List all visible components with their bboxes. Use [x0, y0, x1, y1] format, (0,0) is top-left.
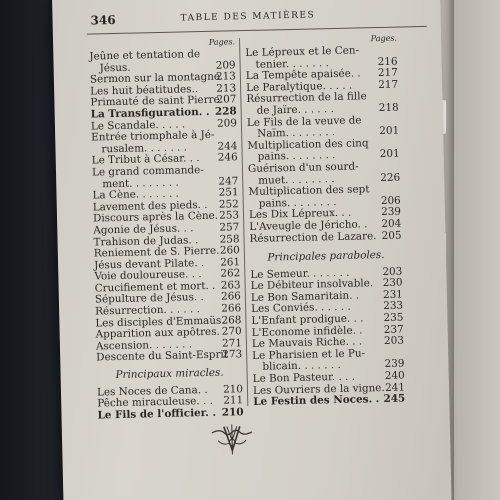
entry-title: Les disciples d'Emmaüs.	[95, 314, 225, 330]
section-heading: Principaux miracles.	[115, 366, 224, 382]
entry-title: Ascension. . . . . . .	[95, 338, 193, 353]
entry-page-number: 216	[377, 55, 398, 68]
entry-title: Le Fils de l'officier. .	[97, 406, 217, 422]
entry-title: Reniement de S. Pierre.	[93, 244, 220, 260]
right-column	[245, 33, 405, 409]
entry-title-continued: tenier. . . . . . .	[255, 56, 329, 71]
entry-title: Le Lépreux et le Cen-	[245, 44, 360, 60]
entry-title: Résurrection de la fille	[246, 90, 367, 106]
entry-title: Trahison de Judas. .	[93, 233, 199, 249]
running-head	[90, 8, 420, 28]
entry-page-number: 209	[215, 58, 236, 72]
entry-page-number: 213	[215, 70, 237, 83]
entry-title: Le Mauvais Riche. . .	[251, 335, 363, 351]
toc-entry	[248, 160, 400, 187]
entry-title: Le Fils de la veuve de	[246, 113, 362, 129]
entry-page-number: 204	[381, 217, 402, 230]
facing-page-edge	[450, 0, 500, 500]
entry-page-number: 201	[379, 147, 400, 161]
entry-title: Sépulture de Jésus. .	[94, 291, 204, 306]
entry-page-number: 231	[382, 288, 403, 301]
entry-page-number: 266	[220, 290, 242, 304]
entry-page-number: 201	[379, 124, 400, 138]
entry-page-number: 268	[221, 313, 242, 327]
entry-page-number: 271	[221, 337, 243, 350]
toc-list	[245, 45, 401, 245]
entry-page-number: 207	[216, 93, 237, 107]
entry-page-number: 213	[216, 82, 237, 95]
entry-title: Multiplication des cinq	[247, 137, 369, 152]
entry-page-number: 218	[378, 101, 399, 114]
entry-page-number: 253	[219, 209, 240, 222]
toc-entry	[91, 129, 237, 155]
entry-title-continued: pains. . . . . . . .	[258, 195, 337, 210]
entry-title: Les Conviés. . . . . .	[251, 301, 351, 316]
entry-page-number: 262	[220, 267, 241, 280]
entry-title: L'Enfant prodigue. . .	[251, 312, 364, 328]
entry-title-continued: pains. . . . . . . .	[257, 149, 336, 164]
entry-page-number: 233	[383, 299, 404, 313]
entry-page-number: 266	[221, 302, 242, 315]
entry-page-number: 209	[216, 116, 238, 130]
entry-page-number: 252	[218, 197, 239, 211]
entry-page-number: 226	[380, 171, 401, 184]
entry-title: Apparition aux apôtres.	[95, 325, 220, 341]
entry-title: L'Aveugle de Jéricho. .	[249, 218, 368, 233]
toc-entry	[253, 394, 405, 409]
page-number: 346	[90, 12, 116, 28]
entry-title-continued: blicain. . . . . . .	[262, 359, 341, 374]
pages-label: Pages.	[370, 33, 398, 44]
left-column	[89, 36, 244, 422]
toc-entry	[247, 114, 399, 141]
book-page	[52, 0, 452, 500]
entry-page-number: 251	[218, 186, 239, 199]
entry-page-number: 203	[383, 334, 405, 348]
entry-title: La Tempête apaisée. .	[245, 67, 361, 83]
miracles-list	[97, 384, 244, 422]
entry-page-number: 257	[219, 221, 240, 234]
entry-title-continued: de Jaïre. . . . . .	[256, 103, 335, 117]
entry-title-continued: Jésus.	[99, 61, 131, 74]
entry-title: Résurrection de Lazare.	[249, 229, 377, 245]
entry-title: Sermon sur la montagne	[89, 70, 221, 86]
entry-title: Le Bon Samaritain. .	[250, 289, 360, 304]
entry-page-number: 273	[222, 348, 243, 362]
entry-page-number: 260	[219, 244, 240, 257]
entry-title: Voie douloureuse. . .	[94, 268, 202, 283]
entry-page-number: 230	[382, 276, 403, 290]
ornament-icon	[210, 422, 255, 457]
toc-entry	[245, 45, 397, 72]
toc-entry	[97, 407, 243, 422]
entry-page-number: 206	[380, 194, 401, 207]
entry-page-number: 245	[383, 392, 406, 406]
entry-title: Résurrection. . . . . .	[95, 303, 200, 318]
entry-page-number: 228	[214, 105, 237, 118]
entry-title: Descente du Saint-Esprit	[96, 348, 229, 364]
toc-list	[89, 48, 242, 364]
entry-page-number: 240	[384, 369, 405, 382]
entry-page-number: 263	[220, 279, 241, 292]
entry-title: Entrée triomphale à Jé-	[91, 128, 215, 144]
entry-page-number: 203	[382, 265, 403, 278]
entry-page-number: 239	[381, 205, 402, 219]
entry-page-number: 247	[218, 174, 239, 188]
toc-entry	[249, 230, 401, 245]
entry-page-number: 239	[384, 357, 405, 371]
entry-page-number: 235	[383, 311, 404, 325]
entry-page-number: 261	[220, 255, 241, 269]
entry-title-continued: muet. . . . . . . .	[258, 172, 335, 187]
entry-title: Jeûne et tentation de	[89, 48, 201, 63]
entry-title: Agonie de Jésus. . .	[93, 222, 194, 237]
entry-title: Les Dix Lépreux. . .	[248, 206, 352, 222]
entry-page-number: 241	[384, 381, 406, 394]
entry-title: Les huit béatitudes..	[90, 82, 199, 98]
entry-title: Le Festin des Noces. .	[253, 393, 380, 409]
entry-page-number: 237	[383, 323, 404, 336]
entry-title-continued: ment. . . . . . . .	[102, 176, 179, 190]
entry-title: Le Paralytique. . . . .	[245, 79, 353, 94]
entry-page-number: 210	[222, 382, 244, 396]
entry-page-number: 246	[217, 151, 238, 165]
section-heading: Principales paraboles.	[267, 249, 385, 264]
entry-page-number: 205	[381, 229, 402, 242]
entry-title: Jésus devant Pilate. .	[93, 256, 205, 272]
page-title: TABLE DES MATIÈRES	[180, 10, 316, 24]
entry-page-number: 270	[221, 325, 242, 338]
entry-title: Les Noces de Cana. .	[96, 383, 208, 399]
entry-title: Discours après la Cène.	[92, 210, 219, 225]
entry-page-number: 217	[378, 78, 399, 91]
entry-title: Guérison d'un sourd-	[247, 160, 359, 175]
entry-page-number: 211	[223, 394, 244, 407]
toc-entry	[247, 137, 399, 164]
entry-title: Le Débiteur insolvable.	[250, 277, 374, 293]
entry-title: L'Econome infidèle. .	[251, 324, 363, 339]
entry-title: La Transfiguration. .	[90, 105, 210, 121]
toc-entry	[252, 347, 404, 374]
entry-page-number: 217	[377, 66, 398, 80]
toc-entry	[92, 164, 238, 190]
entry-title: Le Tribut à César. . .	[91, 152, 200, 167]
toc-entry	[246, 91, 398, 118]
toc-entry	[96, 350, 242, 365]
entry-page-number: 210	[221, 405, 244, 419]
entry-title: Les Ouvriers de la vigne.	[252, 381, 385, 397]
entry-title: Pêche miraculeuse. . .	[97, 395, 214, 410]
entry-title: Multiplication des sept	[248, 183, 370, 199]
entry-title: Le Pharisien et le Pu-	[252, 347, 366, 362]
entry-title: Lavement des pieds. .	[92, 198, 208, 214]
entry-page-number: 258	[219, 232, 240, 246]
entry-title: Crucifiement et mort. .	[94, 279, 216, 295]
entry-title: Le Semeur. . . . . . .	[250, 266, 350, 281]
entry-title: Le Scandale. . . . .	[90, 117, 186, 133]
entry-page-number: 244	[217, 139, 238, 153]
entry-title-continued: Naïm. . . . . . . .	[257, 126, 336, 140]
pages-label: Pages.	[208, 37, 236, 47]
entry-title: Primauté de saint Pierre	[90, 93, 220, 109]
entry-title: Le Bon Pasteur. . . .	[252, 370, 356, 385]
parables-list	[250, 266, 405, 409]
entry-title-continued: rusalem. . . . . . .	[101, 141, 188, 156]
entry-title: Le grand commande-	[91, 163, 204, 179]
toc-entry	[248, 184, 400, 211]
entry-title: La Cène. . . . . . .	[92, 187, 179, 202]
